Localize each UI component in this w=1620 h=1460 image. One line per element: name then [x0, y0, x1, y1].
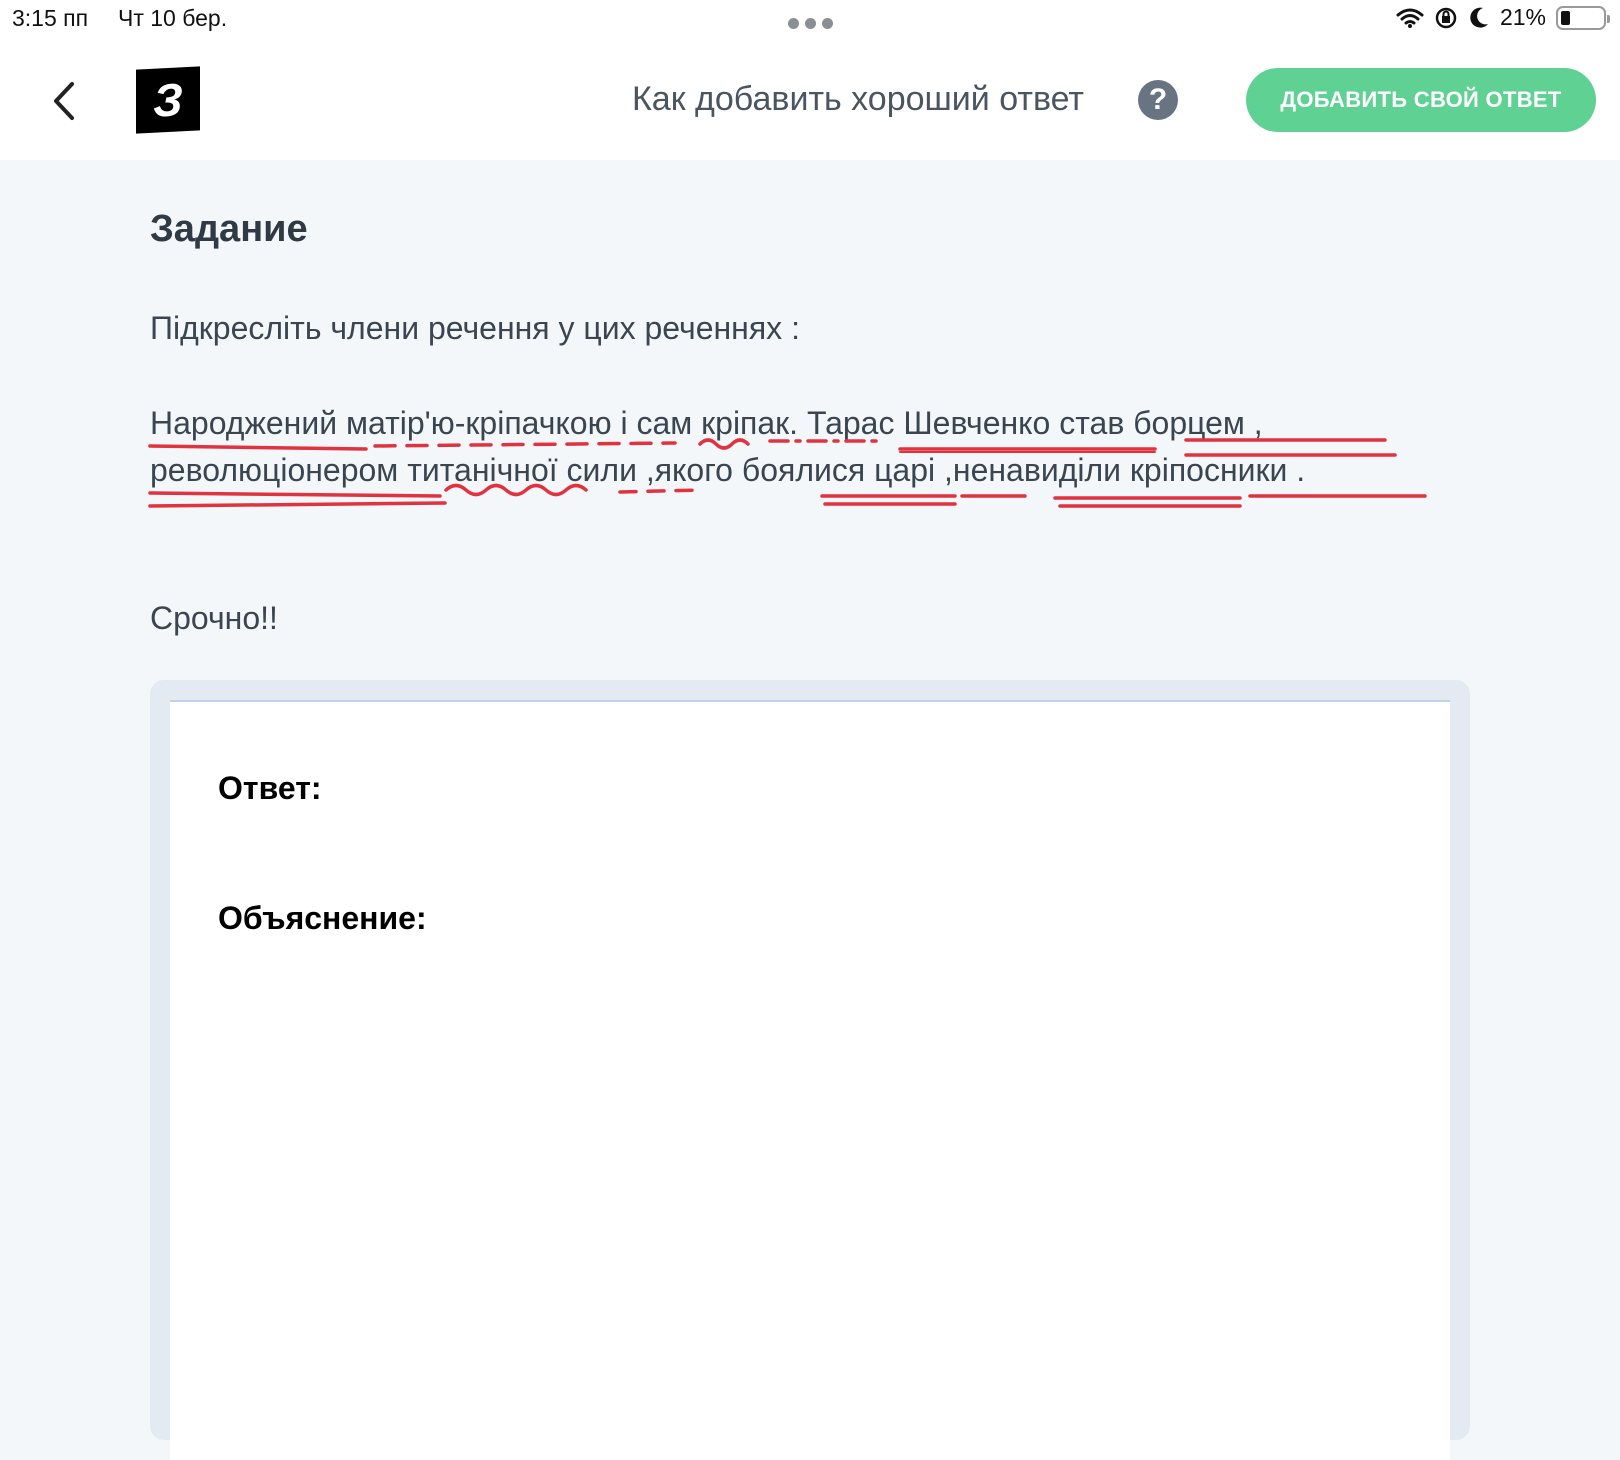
answer-editor[interactable] [170, 700, 1450, 1460]
back-chevron-icon[interactable] [44, 76, 84, 126]
how-to-add-answer-link[interactable]: Как добавить хороший ответ [632, 80, 1084, 118]
answer-label: Ответ: [218, 770, 322, 806]
wifi-icon [1396, 7, 1424, 29]
status-indicators [1396, 4, 1606, 31]
task-heading: Задание [150, 208, 308, 250]
battery-level [1561, 11, 1570, 25]
task-sentence-line-1: Народжений матір'ю-кріпачкою і сам кріпак. Тарас Шевченко став борцем , [150, 405, 1263, 441]
app-logo[interactable] [136, 66, 200, 133]
battery-percent: 21% [1499, 4, 1546, 30]
help-question-icon[interactable] [1138, 80, 1178, 120]
multitasking-dots-icon[interactable] [788, 18, 833, 29]
top-nav [0, 42, 1620, 160]
status-date: Чт 10 бер. [118, 5, 228, 31]
answer-editor-frame [150, 680, 1470, 1440]
task-sentences [150, 400, 1470, 494]
underline-predicate-2b [150, 503, 445, 506]
orientation-lock-icon [1434, 6, 1458, 30]
battery-icon [1556, 6, 1606, 30]
add-answer-button[interactable]: ДОБАВИТЬ СВОЙ ОТВЕТ [1246, 68, 1596, 132]
status-bar [0, 0, 1620, 42]
logo-letter: З [153, 73, 183, 127]
task-sentence-line-2: революціонером титанічної сили ,якого боялися царі ,ненавиділи кріпосники . [150, 452, 1306, 488]
explanation-label: Объяснение: [218, 900, 427, 936]
moon-icon [1468, 6, 1490, 30]
help-glyph: ? [1148, 83, 1168, 116]
task-intro: Підкресліть члени речення у цих реченнях : [150, 310, 800, 346]
status-time: 3:15 пп [12, 5, 89, 31]
task-urgent-note: Срочно!! [150, 600, 278, 636]
